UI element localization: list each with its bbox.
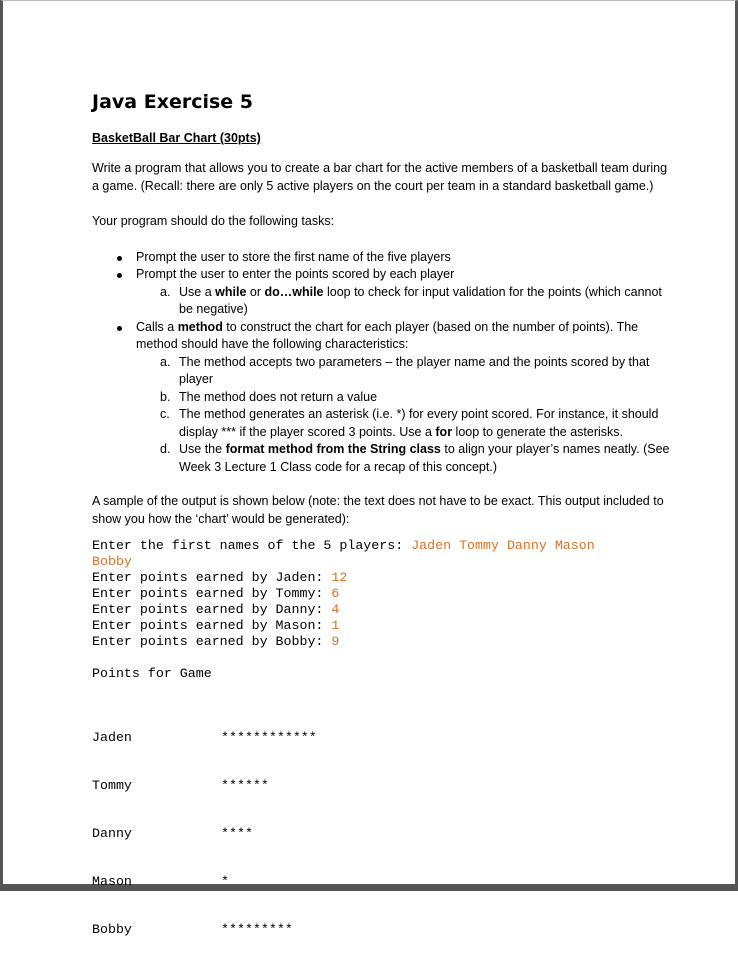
page-title: Java Exercise 5 (92, 91, 254, 113)
text-run: to construct the chart for each player (based on the number of points). The method should have the following characteristics: (136, 319, 639, 351)
exercise-subtitle: BasketBall Bar Chart (30pts) (92, 131, 261, 145)
output-input: 12 (331, 570, 348, 585)
chart-row (92, 778, 672, 794)
bold-run: for (435, 424, 453, 439)
points-heading: Points for Game (92, 666, 212, 681)
output-prompt: Enter points earned by Mason: (92, 618, 332, 633)
text-run: or (246, 284, 265, 299)
chart-row (92, 730, 672, 746)
chart-stars: * (221, 874, 229, 889)
chart-player-name: Jaden (92, 730, 132, 745)
chart-player-name: Danny (92, 826, 132, 841)
task-item-1 (92, 249, 672, 267)
intro-paragraph: Write a program that allows you to create a bar chart for the active members of a basketball team during a game. (Recall: there are only 5 active players on the court per team in a standard basketball game.) (92, 161, 668, 193)
output-prompt: Enter the first names of the 5 players: (92, 538, 412, 553)
chart-row (92, 922, 672, 938)
task-2a (136, 284, 672, 319)
chart-player-name: Tommy (92, 778, 132, 793)
output-prompt: Enter points earned by Bobby: (92, 634, 332, 649)
output-prompt: Enter points earned by Tommy: (92, 586, 332, 601)
bold-run: format method from the String class (225, 442, 441, 456)
chart-player-name: Mason (92, 874, 132, 889)
task-list (92, 249, 672, 477)
task-2-sublist (136, 284, 672, 319)
output-chart (92, 698, 672, 970)
task-3b (136, 389, 672, 407)
text-run: to align your player’s names neatly. (See Week 3 Lecture 1 Class code for a recap of this concept.) (179, 442, 670, 474)
task-item-2 (92, 266, 672, 319)
sample-output-block (92, 538, 672, 650)
list-marker: a. (160, 284, 171, 299)
text-run: loop to generate the asterisks. (452, 424, 623, 439)
output-line-points-2 (92, 586, 672, 602)
chart-row (92, 826, 672, 842)
output-input: Jaden Tommy Danny Mason (411, 538, 595, 553)
text-run: The method accepts two parameters – the player name and the points scored by that player (179, 354, 650, 386)
bullet-icon (117, 256, 122, 261)
list-marker: a. (160, 354, 171, 369)
chart-stars: **** (221, 826, 253, 841)
chart-stars: ********* (221, 922, 293, 937)
task-3a (136, 354, 672, 389)
output-line-names (92, 538, 672, 554)
task-1-text: Prompt the user to store the first name of the five players (136, 249, 451, 264)
bold-run: do…while (264, 284, 324, 299)
output-prompt: Enter points earned by Jaden: (92, 570, 332, 585)
text-run: loop to check for input validation for the points (which cannot be negative) (179, 284, 662, 316)
output-line-points-3 (92, 602, 672, 618)
list-marker: b. (160, 389, 171, 404)
tasks-heading: Your program should do the following tasks: (92, 214, 335, 228)
text-run: The method does not return a value (179, 389, 378, 404)
output-line-points-1 (92, 570, 672, 586)
output-input: 9 (331, 634, 340, 649)
chart-player-name: Bobby (92, 922, 132, 937)
bullet-icon (117, 326, 122, 331)
bold-run: while (215, 284, 247, 299)
output-input: 6 (331, 586, 340, 601)
output-input: 1 (331, 618, 340, 633)
chart-stars: ****** (221, 778, 269, 793)
text-run: The method generates an asterisk (i.e. *) for every point scored. For instance, it should display *** if the player scored 3 points. Use a (179, 407, 659, 439)
chart-stars: ************ (221, 730, 317, 745)
list-marker: d. (160, 442, 171, 456)
bullet-icon (117, 273, 122, 278)
text-run: Use a (179, 284, 216, 299)
text-run: Calls a (136, 319, 178, 334)
output-input: 4 (331, 602, 340, 617)
text-run: Use the (179, 442, 226, 456)
chart-row (92, 874, 672, 890)
output-line-points-4 (92, 618, 672, 634)
list-marker: c. (160, 407, 170, 421)
output-prompt: Enter points earned by Danny: (92, 602, 332, 617)
document-content (92, 91, 672, 970)
task-item-3 (92, 319, 672, 477)
output-line-names-wrap: Bobby (92, 554, 132, 569)
task-3c (136, 406, 672, 441)
task-3-sublist (136, 354, 672, 477)
bold-run: method (177, 319, 223, 334)
output-line-points-5 (92, 634, 672, 650)
task-2-text: Prompt the user to enter the points scored by each player (136, 267, 455, 281)
task-3d (136, 441, 672, 476)
sample-paragraph: A sample of the output is shown below (note: the text does not have to be exact. This output included to show you how the ‘chart’ would be generated): (92, 494, 664, 526)
